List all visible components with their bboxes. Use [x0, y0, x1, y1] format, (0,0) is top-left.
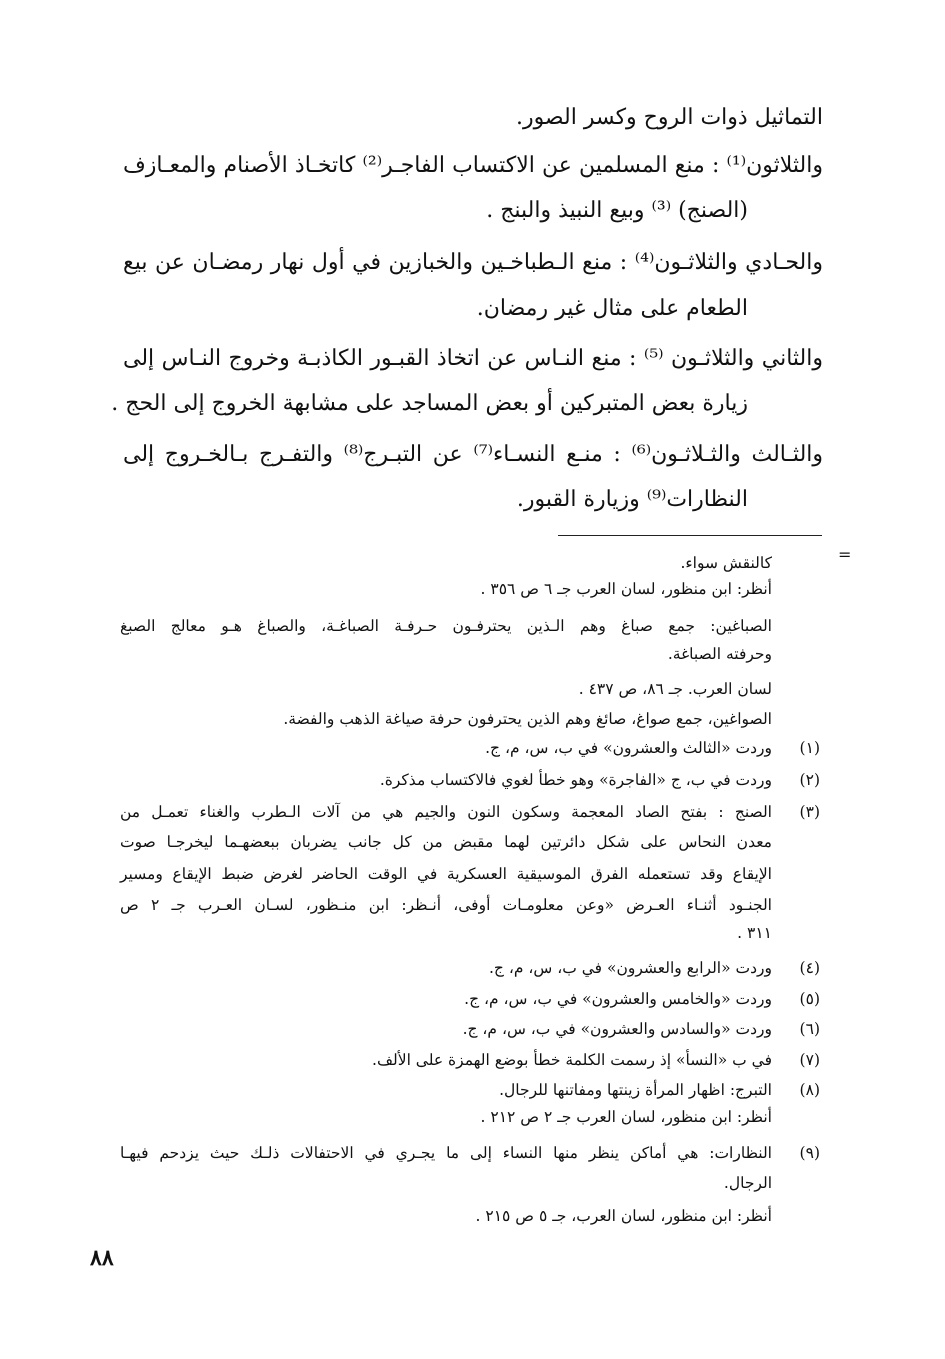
footnote-line: أنظر: ابن منظور، لسان العرب، جـ ٥ ص ٢١٥ . [475, 1207, 772, 1225]
footnote-number: (٧) [799, 1051, 820, 1069]
footnote-line: كالنقش سواء. [680, 554, 772, 572]
footnote-number: (٦) [799, 1020, 820, 1038]
footnote-number: (٩) [799, 1144, 820, 1162]
footnote-line: لسان العرب. جـ ٨٦، ص ٤٣٧ . [578, 680, 772, 698]
footnote-number: (١) [799, 739, 820, 757]
main-line: التماثيل ذوات الروح وكسر الصور. [515, 105, 823, 130]
footnote-line: وردت «الرابع والعشرون» في ب، س، م، ج. [489, 959, 772, 977]
footnote-line: التبرج: اظهار المرأة زينتها ومفاتنها للرجال. [499, 1081, 772, 1099]
main-line: والثلاثون⁽¹⁾ : منع المسلمين عن الاكتساب الفاجـر⁽²⁾ كاتخـاذ الأصنام والمعـازف [123, 153, 823, 178]
footnote-line: الصباغين: جمع صباغ وهم الـذين يحترفـون حـرفـة الصباغـة، والصباغ هـو معالج الصبغ [120, 617, 772, 635]
main-line: والثاني والثلاثـون ⁽⁵⁾ : منع النـاس عن اتخاذ القبـور الكاذبـة وخروج النـاس إلى [123, 346, 823, 371]
footnote-line: أنظر: ابن منظور، لسان العرب جـ ٦ ص ٣٥٦ . [480, 580, 772, 598]
main-line: الطعام على مثال غير رمضان. [476, 296, 748, 321]
footnote-line: ٣١١ . [737, 924, 772, 942]
footnote-line: وحرفته الصباغة. [667, 645, 772, 663]
main-line: والثـالث والثـلاثـون⁽⁶⁾ : منـع النسـاء⁽⁷⁾ عن التبـرج⁽⁸⁾ والتفـرج بـالخـروج إلى [123, 442, 824, 467]
footnote-line: الجنـود أثنـاء العـرض «وعن معلومـات أوفى، أنـظر: ابن منـظور، لسـان العـرب جـ ٢ ص [120, 896, 772, 914]
footnote-number: (٨) [799, 1081, 820, 1099]
footnote-line: الصنج : بفتح الصاد المعجمة وسكون النون والجيم هي من آلات الـطرب والغناء تعمـل من [120, 803, 772, 821]
main-line: والحـادي والثلاثـون⁽⁴⁾ : منع الـطباخـين والخبازين في أول نهار رمضـان عن بيع [123, 250, 823, 275]
footnote-number: (٢) [799, 771, 820, 789]
footnote-line: النظارات: هي أماكن ينظر منها النساء إلى ما يجـري في الاحتفالات ذلـك حيث يزدحم فيهـا [120, 1144, 772, 1162]
footnote-line: وردت «الثالث والعشرون» في ب، س، م، ج. [485, 739, 772, 757]
main-line: زيارة بعض المتبركين أو بعض المساجد على مشابهة الخروج إلى الحج . [111, 391, 748, 416]
footnote-line: الرجال. [723, 1174, 772, 1192]
footnote-line: الإيقاع وقد تستعمله الفرق الموسيقية العسكرية في الوقت الحاضر لغرض ضبط الإيقاع ومسير [120, 865, 772, 883]
footnote-separator [558, 535, 822, 536]
footnote-line: أنظر: ابن منظور، لسان العرب جـ ٢ ص ٢١٢ . [480, 1108, 772, 1126]
footnote-line: معدن النحاس على شكل دائرتين لهما مقبض من كل جانب يضربان ببعضهـما ليخرجـا صوت [120, 833, 772, 851]
footnote-number: (٣) [799, 803, 820, 821]
margin-mark: = [838, 545, 852, 564]
main-line: النظارات⁽⁹⁾ وزيارة القبور. [516, 487, 748, 512]
main-line: (الصنج) ⁽³⁾ وبيع النبيذ والبنج . [486, 198, 748, 223]
footnote-line: الصواغين، جمع صواغ، صائغ وهم الذين يحترفون حرفة صياغة الذهب والفضة. [283, 710, 772, 728]
footnote-number: (٥) [799, 990, 820, 1008]
footnote-line: وردت في ب، ج «الفاجرة» وهو خطأ لغوي فالاكتساب مذكرة. [379, 771, 772, 789]
footnote-line: وردت «والسادس والعشرون» في ب، س، م، ج. [462, 1020, 772, 1038]
footnote-number: (٤) [799, 959, 820, 977]
footnote-line: وردت «والخامس والعشرون» في ب، س، م، ج. [464, 990, 772, 1008]
footnote-line: في ب «النسأ» إذ رسمت الكلمة خطأ بوضع الهمزة على الألف. [372, 1051, 772, 1069]
page-number: ٨٨ [90, 1245, 114, 1271]
